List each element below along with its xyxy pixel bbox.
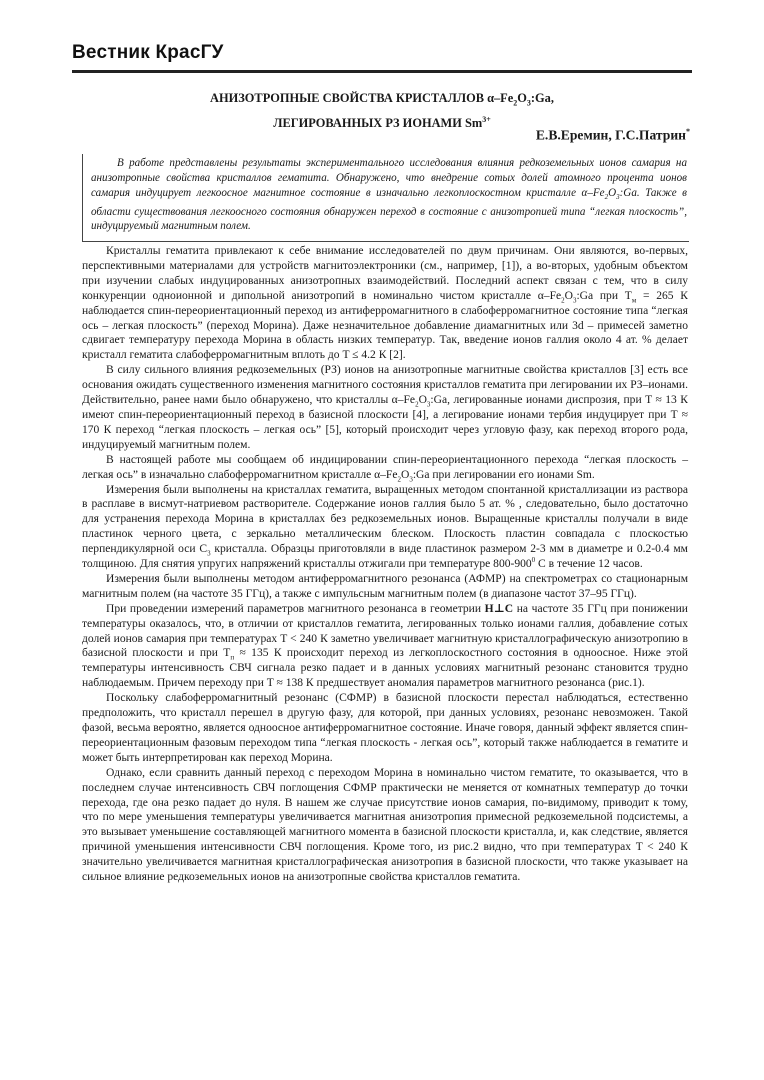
text-run: :Ga при T bbox=[576, 289, 632, 302]
text-run: на частоте 35 ГГц при понижении температуры оказалось, что, в отличии от кристаллов гематита, легированных только ионами галлия, добавление сотых долей ионов самария при температурах T < 240 К заметно увеличивает магнитную кристаллографическую анизотропию в базисной плоскости и при T bbox=[82, 602, 688, 660]
abstract-box bbox=[82, 154, 689, 242]
article-authors bbox=[536, 127, 690, 144]
body-paragraph-6 bbox=[82, 602, 688, 691]
body-paragraph-8: Однако, если сравнить данный переход с переходом Морина в номинально чистом гематите, то оказывается, что в последнем случае интенсивность СВЧ поглощения СФМР практически не меняется от комнатных температур до точки перехода, где она резко падает до нуля. В нашем же случае присутствие ионов самария, по-видимому, приводит к тому, что по мере уменьшения температуры увеличивается магнитная анизотропия примесной редкоземельной подсистемы, а это вызывает уменьшение составляющей магнитного момента в базисной плоскости кристалла, и, как следствие, является причиной уменьшения интенсивности СВЧ поглощения. Кроме того, из рис.2 видно, что при температурах T < 240 К значительно увеличивается магнитная кристаллографическая анизотропия в базисной плоскости, что также указывает на сильное влияние редкоземельных ионов на анизотропные свойства кристаллов гематита. bbox=[82, 766, 688, 884]
text-run: O bbox=[418, 394, 427, 407]
text-run: :Ga, легированные ионами диспрозия, при T ≈ 13 К имеют спин-переориентационный переход в базисной плоскости [4], а легирование ионами тербия индуцирует при T ≈ 170 К переход “легкая плоскость – легкая ось” [5], который происходит через угловую фазу, как переход второго рода, индуцируемый магнитным полем. bbox=[82, 394, 689, 451]
title-text: АНИЗОТРОПНЫЕ СВОЙСТВА КРИСТАЛЛОВ α–Fe bbox=[210, 91, 514, 105]
title-text: ЛЕГИРОВАННЫХ РЗ ИОНАМИ Sm bbox=[273, 116, 483, 131]
title-line-1 bbox=[72, 90, 692, 111]
text-run: Кристаллы гематита привлекают к себе внимание исследователей по двум причинам. Они являются, во-первых, перспективными материалами для устройств магнитоэлектроники (см., например, [1]), а во-вторых, удобным объектом при изучении слабых индуцированных анизотропных взаимодействий. Последний аспект связан с тем, что в силу конкуренции одноионной и дипольной анизотропий в номинально чистом кристалле α–Fe bbox=[82, 245, 688, 302]
body-paragraph-7: Поскольку слабоферромагнитный резонанс (СФМР) в базисной плоскости перестал наблюдаться, естественно предположить, что кристалл перешел в другую фазу, для которой, при данных условиях, резонанс невозможен. Такой фазой, весьма вероятно, является одноосное антиферромагнитное состояние. Иначе говоря, данный эффект является спин-переориентационным фазовым переходом типа “легкая плоскость - легкая ось”, который также наблюдается в гематите и может быть интерпретирован как переход Морина. bbox=[82, 692, 688, 764]
text-run: ≈ 135 К происходит переход из легкоплоскостного состояния в одноосное. Ниже этой температуры интенсивность СВЧ сигнала резко падает и в данных условиях магнитный резонанс становится трудно наблюдаемым. Причем переходу при T ≈ 138 К предшествует аномалия параметров магнитного резонанса (рис.1). bbox=[82, 647, 688, 690]
text-run: :Ga при легировании его ионами Sm. bbox=[412, 468, 595, 481]
subscript: 2 bbox=[397, 474, 401, 483]
subscript: 2 bbox=[415, 400, 419, 409]
title-text: :Ga, bbox=[530, 91, 554, 105]
text-run: В силу сильного влияния редкоземельных (РЗ) ионов на анизотропные магнитные свойства кристаллов [3] есть все основания ожидать существенного изменения магнитного состояния кристаллов гематита при легировании их РЗ–ионами. Действительно, ранее нами было обнаружено, что кристаллы α–Fe bbox=[82, 364, 688, 407]
title-superscript: 3+ bbox=[482, 115, 491, 125]
body-paragraph-5: Измерения были выполнены методом антиферромагнитного резонанса (АФМР) на спектрометрах со стационарным магнитным полем (на частоте 35 ГГц), а также с импульсным магнитным полем (в диапазоне частот 37–95 ГГц). bbox=[82, 572, 688, 600]
superscript: 0 bbox=[531, 556, 536, 565]
abstract-run: :Ga. Также в области существования легкоосного состояния обнаружен переход в состояние с анизотропией типа “легкая плоскость”, индуцируемый магнитным полем. bbox=[91, 186, 687, 233]
text-run: O bbox=[564, 289, 573, 302]
abstract-run: O bbox=[608, 186, 617, 199]
subscript: 3 bbox=[572, 296, 577, 305]
geometry-notation: H⊥C bbox=[484, 602, 514, 615]
subscript: п bbox=[230, 653, 235, 662]
subscript: 2 bbox=[561, 296, 565, 305]
text-run: При проведении измерений параметров магнитного резонанса в геометрии bbox=[106, 602, 485, 615]
article-body bbox=[82, 244, 688, 885]
abstract-sub: 2 bbox=[604, 192, 609, 201]
body-paragraph-2 bbox=[82, 363, 688, 452]
journal-name: Вестник КрасГУ bbox=[72, 42, 224, 63]
text-run: кристалла. Образцы приготовляли в виде пластинок размером 2-3 мм в диаметре и 0.2-0.4 мм толщиною. Для снятия упругих напряжений кристаллы отжигали при температуре 800-900 bbox=[82, 543, 688, 571]
abstract-run: В работе представлены результаты экспериментального исследования влияния редкоземельных ионов самария на анизотропные свойства кристаллов гематита. Обнаружено, что внедрение сотых долей атомного процента ионов самария индуцирует легкоосное магнитное состояние в изначально легкоплоскостном кристалле α–Fe bbox=[91, 157, 687, 199]
authors-footnote-mark: * bbox=[686, 127, 690, 136]
body-paragraph-4 bbox=[82, 483, 688, 572]
title-text: O bbox=[517, 91, 527, 105]
abstract-sub: 3 bbox=[616, 192, 620, 201]
subscript: м bbox=[631, 296, 637, 305]
authors-text: Е.В.Еремин, Г.С.Патрин bbox=[535, 127, 686, 143]
text-run: O bbox=[400, 468, 410, 481]
subscript: 3 bbox=[207, 549, 211, 558]
header-rule bbox=[72, 70, 692, 73]
text-run: В настоящей работе мы сообщаем об индицировании спин-переориентационного перехода “легкая плоскость – легкая ось” в изначально слабоферромагнитном кристалле α–Fe bbox=[82, 453, 688, 481]
text-run: = 265 К наблюдается спин-переориентационный переход из антиферромагнитного в слабоферромагнитное состояние типа “легкая ось – легкая плоскость” (переход Морина). Даже незначительное добавление диамагнитных или 3d – примесей заметно сдвигает температуру перехода Морина в область низких температур. Так, введение ионов галлия около 4 ат. % делает кристалл гематита слабоферромагнитным вплоть до T ≤ 4.2 К [2]. bbox=[82, 289, 689, 362]
subscript: 3 bbox=[409, 474, 413, 483]
text-run: С в течение 12 часов. bbox=[535, 558, 643, 571]
title-subscript: 2 bbox=[513, 98, 518, 108]
body-paragraph-1 bbox=[82, 244, 688, 363]
subscript: 3 bbox=[426, 400, 431, 409]
title-subscript: 3 bbox=[526, 98, 531, 108]
text-run: Измерения были выполнены на кристаллах гематита, выращенных методом спонтанной кристаллизации из раствора в расплаве в висмут-натриевом растворителе. Содержание ионов галлия было 5 ат. % , следовательно, было достаточно для устранения перехода Морина в кристаллах без редкоземельных ионов. Выращенные кристаллы получали в виде пластинок черного цвета, с зеркально металлическим блеском. Плоскость пластин совпадала с плоскостью перпендикулярной оси C bbox=[82, 483, 688, 556]
body-paragraph-3 bbox=[82, 453, 688, 483]
abstract-text bbox=[91, 156, 687, 234]
